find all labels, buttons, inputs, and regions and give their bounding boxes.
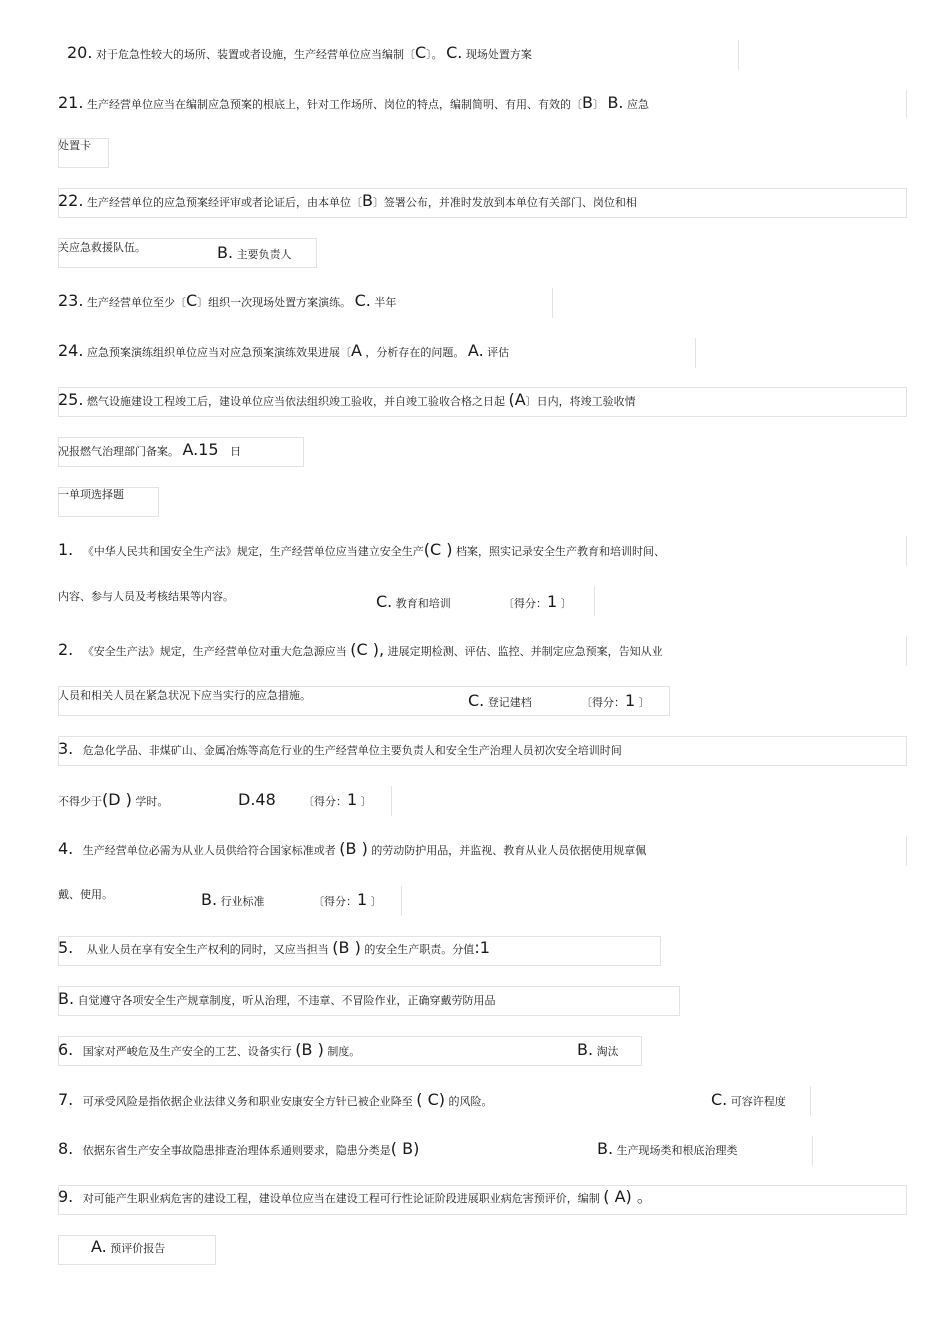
question-text: 档案，照实记录安全生产教育和培训时间、 [456, 545, 666, 558]
cell-border [695, 338, 696, 368]
answer: (D ) [102, 790, 132, 809]
answer: (C ), [350, 640, 385, 659]
question-text: 〕 [592, 98, 604, 111]
answer-option [217, 245, 292, 263]
single-choice-4 [58, 841, 646, 859]
question-text: 生产经营单位应当在编制应急预案的根底上，针对工作场所、岗位的特点，编制简明、有用、有效的〔 [86, 98, 582, 111]
option-letter: B. [58, 989, 75, 1008]
score-label: 〕 [638, 696, 650, 709]
answer: A [350, 341, 362, 360]
question-text: 应急预案演练组织单位应当对应急预案演练效果进展〔 [86, 346, 351, 359]
question-number: 2. [58, 640, 74, 659]
question-25-continuation [58, 442, 241, 460]
option-letter: B. [597, 1139, 614, 1158]
question-text: 不得少于 [58, 795, 102, 808]
question-text: 〕日内，将竣工验收情 [525, 395, 636, 408]
question-number: 23. [58, 291, 84, 310]
option-letter: A. [91, 1237, 107, 1256]
option-letter: A. [467, 341, 484, 360]
question-number: 8. [58, 1139, 74, 1158]
question-22-continuation: 关应急救援队伍。 [58, 241, 146, 254]
answer: B [581, 93, 593, 112]
question-24 [58, 343, 509, 361]
answer: C [185, 291, 198, 310]
question-23 [58, 293, 396, 311]
answer-option [468, 693, 532, 711]
option-text: 评估 [487, 346, 510, 359]
single-choice-5 [58, 940, 490, 958]
answer-option [376, 594, 451, 612]
single-choice-9 [58, 1189, 653, 1207]
question-22 [58, 193, 637, 211]
single-choice-8 [58, 1141, 419, 1159]
option-letter: D.48 [238, 790, 276, 809]
single-choice-3 [58, 741, 622, 759]
score-label: 〔得分： [581, 696, 625, 709]
score [581, 693, 650, 711]
cell-border [906, 90, 907, 118]
question-number: 25. [58, 390, 84, 409]
question-text: 制度。 [327, 1045, 361, 1058]
option-text: 主要负责人 [236, 248, 292, 261]
score-label: 〔得分： [503, 597, 547, 610]
score-value: 1 [625, 691, 636, 710]
question-text: 对可能产生职业病危害的建设工程，建设单位应当在建设工程可行性论证阶段进展职业病危害预评价，编制 [82, 1192, 600, 1205]
cell-border [738, 40, 739, 70]
option-letter: B. [577, 1040, 594, 1059]
answer: ( C) [416, 1090, 446, 1109]
answer: (B ) [339, 839, 368, 858]
option-letter: C. [376, 592, 393, 611]
question-text: 〕。 [426, 48, 443, 61]
question-text: 况报燃气治理部门备案。 [58, 445, 179, 458]
answer: C [414, 43, 427, 62]
question-number: 3. [58, 739, 74, 758]
single-choice-2-continuation: 人员和相关人员在紧急状况下应当实行的应急措施。 [58, 689, 311, 702]
question-text: 可承受风险是指依据企业法律义务和职业安康安全方针已被企业降至 [82, 1095, 413, 1108]
option-text: 教育和培训 [395, 597, 451, 610]
question-text: 《安全生产法》规定，生产经营单位对重大危急源应当 [82, 645, 347, 658]
option-letter: C. [468, 691, 485, 710]
option-letter: C. [446, 43, 463, 62]
single-choice-1 [58, 542, 665, 560]
option-letter: B. [607, 93, 624, 112]
question-number: 1. [58, 540, 74, 559]
single-choice-2 [58, 642, 663, 660]
question-text: 的劳动防护用品，并监视、教育从业人员依据使用规章佩 [371, 844, 647, 857]
cell-border [906, 836, 907, 866]
cell-border [906, 536, 907, 566]
answer-option [58, 991, 496, 1009]
answer-option [711, 1092, 786, 1110]
answer: B [361, 191, 373, 210]
option-text: 淘汰 [596, 1045, 619, 1058]
score-label: 〕 [360, 795, 372, 808]
score-label: 〕 [560, 597, 572, 610]
option-text: 登记建档 [487, 696, 532, 709]
single-choice-7 [58, 1092, 493, 1110]
answer: ( A) 。 [603, 1187, 653, 1206]
score [313, 892, 382, 910]
answer-option [577, 1042, 619, 1060]
cell-border [906, 636, 907, 666]
question-number: 4. [58, 839, 74, 858]
answer: ( B) [390, 1139, 420, 1158]
section-title: 一单项选择题 [58, 488, 124, 501]
question-21-continuation: 处置卡 [58, 139, 91, 152]
option-text: 行业标准 [220, 895, 265, 908]
question-text: 依据东省生产安全事故隐患排查治理体系通则要求，隐患分类是 [82, 1144, 391, 1157]
answer: (B ) [295, 1040, 324, 1059]
question-text: 〕签署公布，并准时发放到本单位有关部门、岗位和相 [372, 196, 637, 209]
question-text: 国家对严峻危及生产安全的工艺、设备实行 [82, 1045, 292, 1058]
answer: (B ) [332, 938, 361, 957]
question-number: 9. [58, 1187, 74, 1206]
single-choice-3-continuation [58, 792, 168, 810]
score [303, 792, 372, 810]
answer: (C ) [423, 540, 453, 559]
option-letter: B. [217, 243, 234, 262]
question-text: 〕组织一次现场处置方案演练。 [197, 296, 352, 309]
question-number: 20. [67, 43, 93, 62]
single-choice-4-continuation: 戴、使用。 [58, 888, 113, 901]
question-text: 的风险。 [448, 1095, 493, 1108]
option-text: 预评价报告 [110, 1242, 166, 1255]
option-letter: C. [354, 291, 371, 310]
question-text: 生产经营单位必需为从业人员供给符合国家标准或者 [82, 844, 336, 857]
option-letter: A.15 [182, 440, 219, 459]
question-text: 对于危急性较大的场所、装置或者设施，生产经营单位应当编制〔 [95, 48, 415, 61]
option-text: 半年 [374, 296, 397, 309]
option-text: 生产现场类和根底治理类 [616, 1144, 738, 1157]
question-text: ，分析存在的问题。 [365, 346, 465, 359]
score-value: 1 [547, 592, 558, 611]
option-text: 现场处置方案 [465, 48, 532, 61]
question-number: 24. [58, 341, 84, 360]
question-text: 《中华人民共和国安全生产法》规定，生产经营单位应当建立安全生产 [82, 545, 424, 558]
single-choice-1-continuation: 内容、参与人员及考核结果等内容。 [58, 590, 234, 603]
question-25 [58, 392, 636, 410]
option-letter: C. [711, 1090, 728, 1109]
question-text: 进展定期检测、评估、监控、并制定应急预案，告知从业 [387, 645, 663, 658]
score-label: 〔得分： [303, 795, 347, 808]
score: :1 [474, 938, 490, 957]
question-text: 的安全生产职责。分值 [364, 943, 475, 956]
question-number: 22. [58, 191, 84, 210]
answer-option [201, 892, 265, 910]
question-number: 7. [58, 1090, 74, 1109]
question-text: 从业人员在享有安全生产权利的同时，又应当担当 [86, 943, 329, 956]
single-choice-6 [58, 1042, 360, 1060]
question-text: 生产经营单位的应急预案经评审或者论证后，由本单位〔 [86, 196, 362, 209]
question-number: 6. [58, 1040, 74, 1059]
cell-border [812, 1136, 813, 1166]
cell-border [401, 886, 402, 916]
question-text: 危急化学品、非煤矿山、金属冶炼等高危行业的生产经营单位主要负责人和安全生产治理人员初次安全培训时间 [82, 744, 622, 757]
question-text: 学时。 [135, 795, 169, 808]
option-text: 日 [230, 445, 242, 458]
question-20 [67, 45, 532, 63]
question-text: 生产经营单位至少〔 [86, 296, 186, 309]
score-value: 1 [347, 790, 358, 809]
score-label: 〕 [370, 895, 382, 908]
score-label: 〔得分： [313, 895, 357, 908]
question-number: 21. [58, 93, 84, 112]
cell-border [810, 1086, 811, 1116]
cell-border [552, 288, 553, 318]
answer-option [597, 1141, 738, 1159]
cell-border [594, 586, 595, 616]
question-number: 5. [58, 938, 74, 957]
question-21 [58, 95, 649, 113]
option-letter: B. [201, 890, 218, 909]
question-text: 燃气设施建设工程竣工后，建设单位应当依法组织竣工验收，并自竣工验收合格之日起 [86, 395, 505, 408]
option-text: 应急 [627, 98, 649, 111]
option-text: 自觉遵守各项安全生产规章制度，听从治理，不违章、不冒险作业，正确穿戴劳防用品 [77, 994, 496, 1007]
score [503, 594, 572, 612]
score-value: 1 [357, 890, 368, 909]
answer-option [238, 792, 276, 810]
cell-border [391, 786, 392, 816]
answer: (A [508, 390, 526, 409]
answer-option [91, 1239, 165, 1257]
option-text: 可容许程度 [730, 1095, 786, 1108]
